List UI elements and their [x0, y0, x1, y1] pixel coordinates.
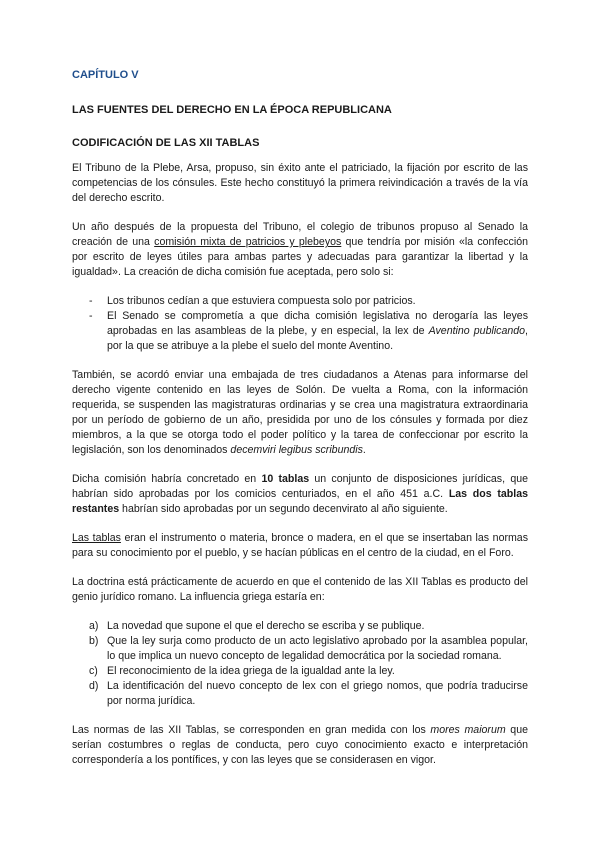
- paragraph-3: [72, 368, 528, 458]
- conditions-list: [72, 294, 528, 354]
- greek-influence-list: [72, 619, 528, 709]
- page-title: LAS FUENTES DEL DERECHO EN LA ÉPOCA REPUBLICANA: [72, 104, 392, 116]
- paragraph-4-text-d: habrían sido aprobadas por un segundo decenvirato al año siguiente.: [119, 503, 448, 515]
- list-item: [72, 294, 528, 309]
- paragraph-3-text-a: También, se acordó enviar una embajada de tres ciudadanos a Atenas para informarse del derecho vigente contenido en las leyes de Solón. De vuelta a Roma, con la información requerida, se suspenden las magistraturas ordinarias y se crea una magistratura extraordinaria por un período de gobierno de un año, presidida por uno de los cónsules y formada por diez miembros, a la que se otorga todo el poder político y la tarea de confeccionar por escrito la legislación, son los denominados: [72, 369, 528, 456]
- list-item-text: El reconocimiento de la idea griega de la igualdad ante la ley.: [107, 665, 395, 677]
- list-item-text-b: , por la que se atribuye a la plebe el suelo del monte Aventino.: [107, 325, 528, 352]
- paragraph-1: El Tribuno de la Plebe, Arsa, propuso, sin éxito ante el patriciado, la fijación por escrito de las competencias de los cónsules. Este hecho constituyó la primera reivindicación a través de la vía del derecho escrito.: [72, 162, 528, 204]
- paragraph-3-italic: decemviri legibus scribundis: [230, 444, 363, 456]
- list-item: [72, 619, 528, 634]
- list-marker: c): [89, 665, 98, 677]
- paragraph-7-italic: mores maiorum: [430, 724, 506, 736]
- list-item-text: La identificación del nuevo concepto de lex con el griego nomos, que podría traducirse por norma jurídica.: [107, 680, 528, 707]
- list-marker: b): [89, 635, 99, 647]
- list-item-text: Que la ley surja como producto de un acto legislativo aprobado por la asamblea popular, lo que implica un nuevo concepto de legalidad democrática por la sociedad romana.: [107, 635, 528, 662]
- paragraph-4-text-a: Dicha comisión habría concretado en: [72, 473, 262, 485]
- paragraph-4-text-c: un conjunto de disposiciones jurídicas, que habrían sido aprobadas por los comicios centuriados, en el año 451 a.C.: [72, 473, 528, 500]
- list-item-text: La novedad que supone el que el derecho se escriba y se publique.: [107, 620, 425, 632]
- paragraph-5-underlined: Las tablas: [72, 532, 121, 544]
- paragraph-7-text-a: Las normas de las XII Tablas, se corresponden en gran medida con los: [72, 724, 431, 736]
- paragraph-7-text-b: que serían costumbres o reglas de conducta, pero cuyo conocimiento exacto e interpretación correspondería a los pontífices, y con las leyes que se considerasen en vigor.: [72, 724, 528, 766]
- list-item: [72, 634, 528, 664]
- list-item: [72, 309, 528, 354]
- paragraph-7: [72, 723, 528, 768]
- paragraph-4-bold-2: Las dos tablas restantes: [72, 488, 528, 515]
- paragraph-5: [72, 531, 528, 561]
- paragraph-4: [72, 472, 528, 517]
- section-heading: CODIFICACIÓN DE LAS XII TABLAS: [72, 137, 260, 149]
- paragraph-2-text-a: Un año después de la propuesta del Tribuno, el colegio de tribunos propuso al Senado la creación de una: [72, 221, 528, 248]
- bullet-marker: -: [89, 310, 93, 322]
- paragraph-2-text-b: que tendría por misión «la confección por escrito de leyes útiles para ambas partes y adecuadas para garantizar la libertad y la igualdad». La creación de dicha comisión fue aceptada, pero solo si:: [72, 236, 528, 278]
- list-marker: d): [89, 680, 99, 692]
- list-item: [72, 679, 528, 709]
- paragraph-3-text-b: .: [362, 444, 366, 456]
- list-item: [72, 664, 528, 679]
- paragraph-4-bold-1: 10 tablas: [261, 473, 310, 485]
- chapter-heading: CAPÍTULO V: [72, 69, 139, 81]
- paragraph-5-text: eran el instrumento o materia, bronce o madera, en el que se insertaban las normas para su conocimiento por el pueblo, y se hacían públicas en el centro de la ciudad, en el Foro.: [72, 532, 529, 559]
- list-marker: a): [89, 620, 99, 632]
- paragraph-6: La doctrina está prácticamente de acuerdo en que el contenido de las XII Tablas es producto del genio jurídico romano. La influencia griega estaría en:: [72, 576, 528, 603]
- paragraph-2-underlined: comisión mixta de patricios y plebeyos: [154, 236, 342, 248]
- list-item-italic: Aventino publicando: [428, 325, 526, 337]
- list-item-text: Los tribunos cedían a que estuviera compuesta solo por patricios.: [107, 295, 416, 307]
- bullet-marker: -: [89, 295, 93, 307]
- paragraph-2: [72, 220, 528, 280]
- list-item-text-a: El Senado se comprometía a que dicha comisión legislativa no derogaría las leyes aprobadas en las asambleas de la plebe, y en especial, la lex de: [107, 310, 528, 337]
